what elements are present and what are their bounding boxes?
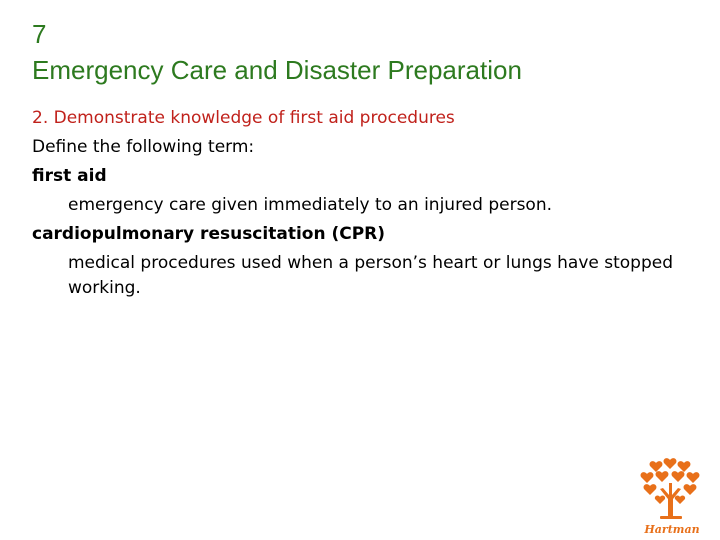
definition-first-aid: emergency care given immediately to an injured person. <box>68 195 553 215</box>
instruction-text: Define the following term: <box>32 137 255 157</box>
hartman-logo <box>636 455 708 537</box>
definition-cpr: medical procedures used when a person’s heart or lungs have stopped working. <box>68 253 673 298</box>
term-first-aid: first aid <box>32 166 107 186</box>
chapter-number: 7 <box>32 19 47 49</box>
learning-objective: 2. Demonstrate knowledge of first aid procedures <box>32 108 455 128</box>
slide-body <box>32 104 702 303</box>
slide-title: Emergency Care and Disaster Preparation <box>32 55 522 85</box>
term-cpr: cardiopulmonary resuscitation (CPR) <box>32 224 386 244</box>
logo-wordmark: Hartman <box>644 523 700 536</box>
